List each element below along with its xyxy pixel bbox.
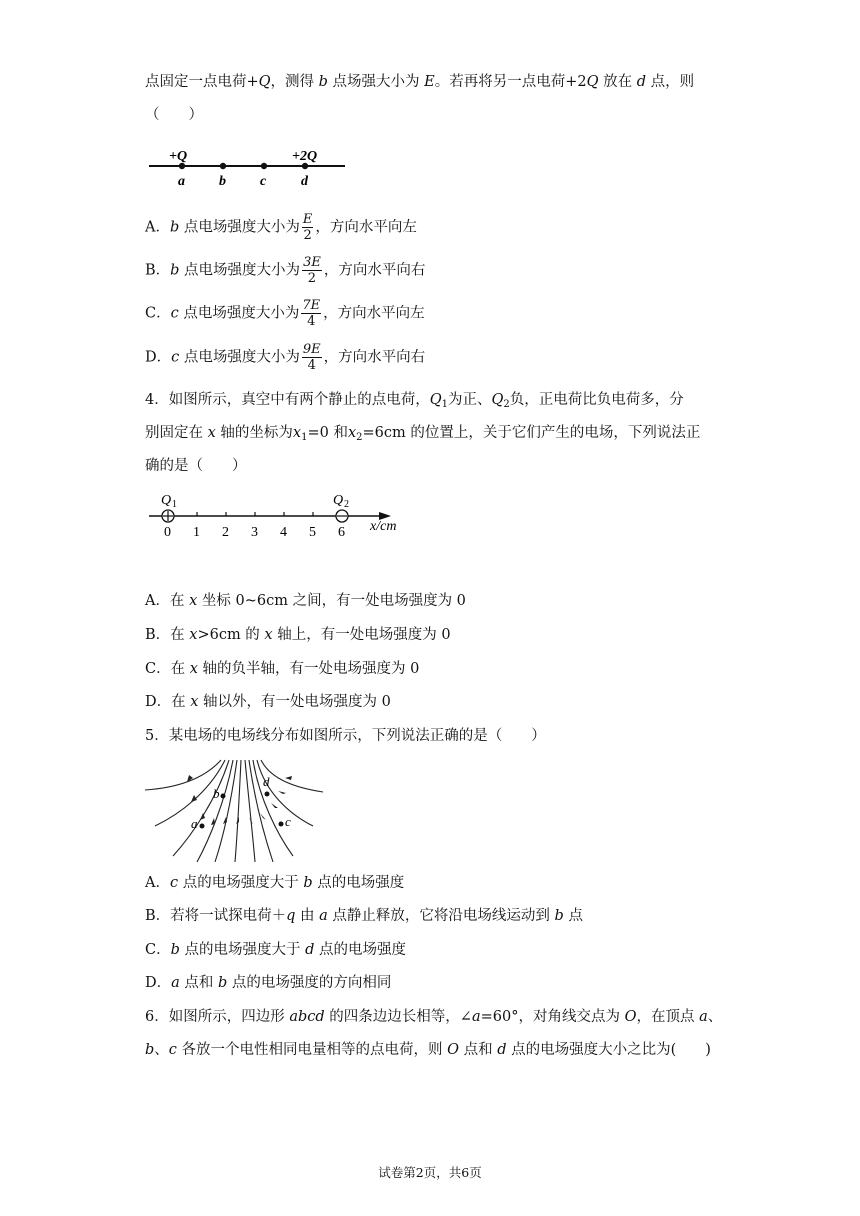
q4-stem-line-1: 4．如图所示，真空中有两个静止的点电荷，$Q_1$为正、$Q_2$负，正电荷比负电荷多，分 <box>145 392 684 410</box>
q4-tick-5: 5 <box>309 525 316 540</box>
q3-charge-label-2: +2Q <box>292 149 318 164</box>
q3-point-b-dot <box>220 163 226 169</box>
q3-option-a-fraction: $\frac{E}{2}$ <box>302 212 313 243</box>
q3-option-d[interactable]: D．c 点电场强度大小为 $\frac{9E}{4}$ ，方向水平向右 <box>145 342 426 373</box>
q4-tick-0: 0 <box>164 525 171 540</box>
q4-tick-2: 2 <box>222 525 229 540</box>
q5-field-lines-figure <box>145 758 325 864</box>
q4-option-d[interactable]: D．在 x 轴以外，有一处电场强度为 0 <box>145 694 391 710</box>
q3-point-label-b: b <box>219 174 226 189</box>
q3-charge-label-1: +Q <box>169 149 188 164</box>
q5-point-b-dot <box>221 794 226 799</box>
q5-point-c-dot <box>279 822 284 827</box>
q5-label-a: a <box>191 816 198 831</box>
q5-option-c[interactable]: C．b 点的电场强度大于 d 点的电场强度 <box>145 942 407 958</box>
q3-option-c-fraction: $\frac{7E}{4}$ <box>302 298 321 329</box>
q4-tick-3: 3 <box>251 525 258 540</box>
q3-option-b-fraction: $\frac{3E}{2}$ <box>303 255 321 286</box>
q4-q2-label: Q <box>333 493 344 508</box>
page-footer: 试卷第2页，共6页 <box>378 1165 482 1180</box>
q4-tick-1: 1 <box>193 525 200 540</box>
q5-point-d-dot <box>265 792 270 797</box>
q3-option-b[interactable]: B．b 点电场强度大小为 $\frac{3E}{2}$ ，方向水平向右 <box>145 255 426 286</box>
q5-option-a[interactable]: A．c 点的电场强度大于 b 点的电场强度 <box>145 875 405 891</box>
q3-point-label-c: c <box>260 174 267 189</box>
q3-option-d-fraction: $\frac{9E}{4}$ <box>302 342 321 373</box>
q3-charge-line-figure <box>145 140 355 190</box>
q5-label-c: c <box>285 814 291 829</box>
q4-tick-4: 4 <box>280 525 287 540</box>
q4-q1-label: Q <box>161 493 172 508</box>
q3-option-a[interactable]: A．b 点电场强度大小为 $\frac{E}{2}$ ，方向水平向左 <box>145 212 417 243</box>
q5-option-b[interactable]: B．若将一试探电荷＋q 由 a 点静止释放，它将沿电场线运动到 b 点 <box>145 908 583 924</box>
q4-tick-6: 6 <box>338 525 345 540</box>
q4-option-b[interactable]: B．在 x>6cm 的 x 轴上，有一处电场强度为 0 <box>145 627 451 643</box>
q4-option-c[interactable]: C．在 x 轴的负半轴，有一处电场强度为 0 <box>145 661 420 677</box>
q5-option-d[interactable]: D．a 点和 b 点的电场强度的方向相同 <box>145 975 392 991</box>
q4-option-a[interactable]: A．在 x 坐标 0~6cm 之间，有一处电场强度为 0 <box>145 593 466 609</box>
q5-stem: 5．某电场的电场线分布如图所示，下列说法正确的是（ ） <box>145 728 546 744</box>
q5-label-b: b <box>213 786 220 801</box>
q3-point-label-d: d <box>301 174 308 189</box>
q4-q1-sub: 1 <box>172 499 177 510</box>
q3-stem-line: 点固定一点电荷+Q，测得 b 点场强大小为 E。若再将另一点电荷+2Q 放在 d 点，则 <box>145 74 695 90</box>
q4-q2-sub: 2 <box>344 499 349 510</box>
q3-option-c[interactable]: C．c 点电场强度大小为 $\frac{7E}{4}$ ，方向水平向左 <box>145 298 425 329</box>
q5-point-a-dot <box>200 824 205 829</box>
q3-point-c-dot <box>261 163 267 169</box>
q5-label-d: d <box>263 774 270 789</box>
q4-axis-figure <box>145 488 415 546</box>
q4-stem-line-3: 确的是（ ） <box>145 458 247 474</box>
q3-point-label-a: a <box>178 174 185 189</box>
q4-stem-line-2: 别固定在 x 轴的坐标为$x_1=0$ 和$x_2=6cm$ 的位置上，关于它们产生的电场，下列说法正 <box>145 425 701 443</box>
q4-axis-label: x/cm <box>370 519 397 534</box>
q3-answer-paren: （ ） <box>145 107 203 123</box>
q6-stem-line-1: 6．如图所示，四边形 abcd 的四条边边长相等，∠a=60°，对角线交点为 O，在顶点 a、 <box>145 1009 723 1025</box>
q6-stem-line-2: b、c 各放一个电性相同电量相等的点电荷，则 O 点和 d 点的电场强度大小之比为( ) <box>145 1042 711 1058</box>
q5-field-lines <box>145 760 323 862</box>
